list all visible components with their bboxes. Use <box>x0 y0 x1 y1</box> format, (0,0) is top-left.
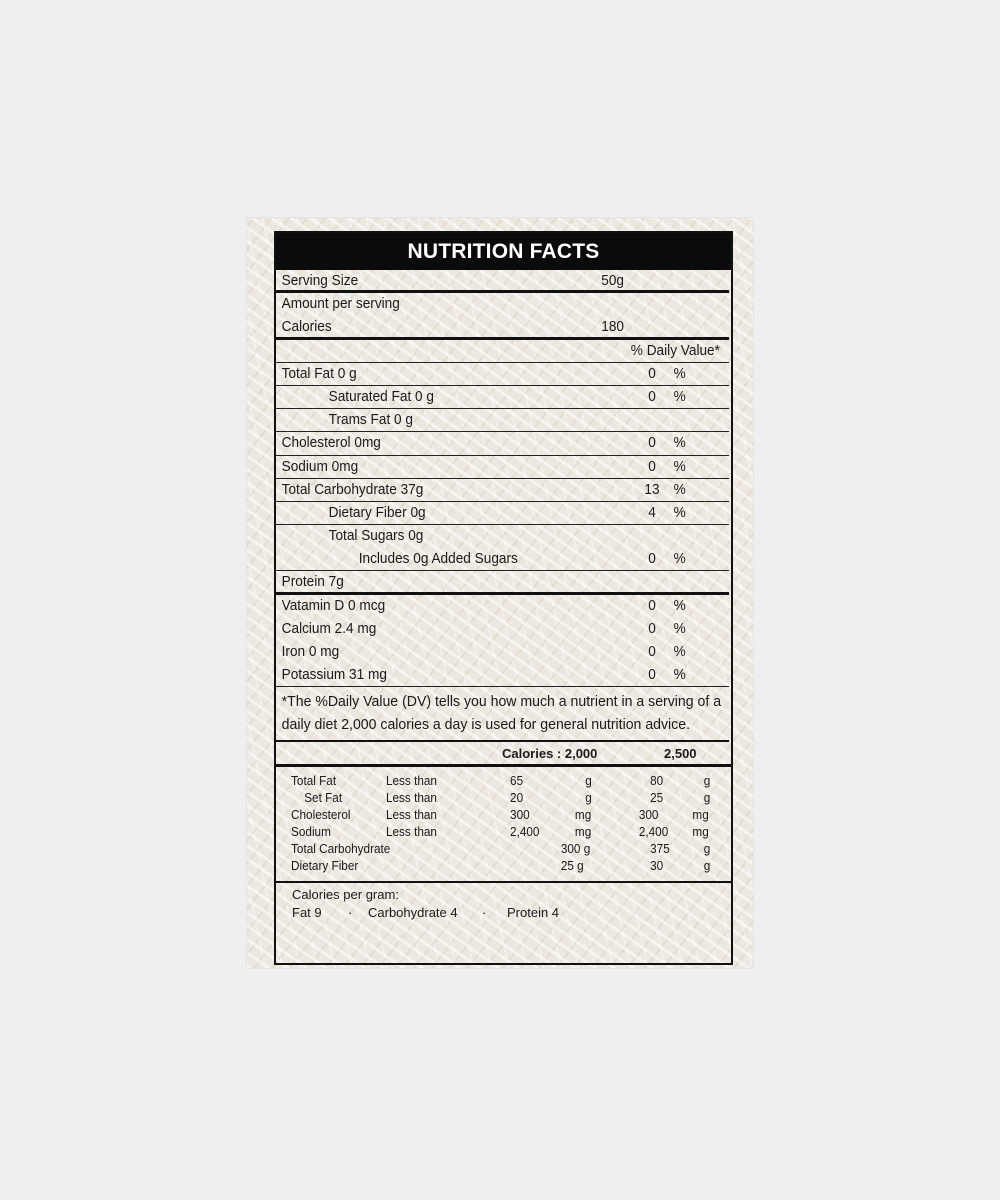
calorie-columns-header <box>276 742 731 767</box>
dv-value-2500: 25 <box>650 791 664 806</box>
calories-2500-heading: 2,500 <box>664 746 697 762</box>
vitamin-row <box>276 618 729 641</box>
dv-value-2500: 2,400 <box>638 825 669 840</box>
nutrient-percent: 4 <box>648 504 656 521</box>
dv-unit-2500: mg <box>692 825 709 840</box>
nutrient-row <box>276 432 729 455</box>
nutrient-percent: 0 <box>648 551 656 568</box>
dv-nutrient: Set Fat <box>304 791 343 806</box>
calories-label: Calories <box>281 319 332 336</box>
vitamin-row <box>276 664 729 687</box>
daily-value-footnote: *The %Daily Value (DV) tells you how much a nutrient in a serving of a daily diet 2,000 calories a day is used for general nutrition advice. <box>276 687 729 742</box>
calories-2000-heading: Calories : 2,000 <box>502 746 598 762</box>
nutrient-percent-sign: % <box>673 435 686 452</box>
vitamin-label: Vatamin D 0 mcg <box>281 597 386 614</box>
nutrient-row <box>276 363 729 386</box>
nutrient-row <box>276 571 729 594</box>
table-row <box>276 858 711 875</box>
nutrient-percent: 0 <box>648 365 656 382</box>
nutrient-label: Sodium 0mg <box>281 458 359 475</box>
nutrient-label: Total Sugars 0g <box>328 528 424 545</box>
dv-value-2500: 375 <box>650 842 670 857</box>
dv-value-2500: 30 <box>650 859 664 874</box>
fat-per-gram: Fat 9 <box>292 905 322 921</box>
dv-nutrient: Total Fat <box>291 774 337 789</box>
dv-unit-2500: g <box>703 774 711 789</box>
daily-value-header: % Daily Value* <box>630 342 720 359</box>
vitamin-percent: 0 <box>648 667 656 684</box>
dv-unit-2500: g <box>703 791 711 806</box>
nutrient-label: Saturated Fat 0 g <box>328 388 434 405</box>
nutrient-row <box>276 456 729 479</box>
amount-per-serving-label: Amount per serving <box>281 296 400 313</box>
nutrient-percent: 0 <box>648 435 656 452</box>
nutrient-label: Dietary Fiber 0g <box>328 504 426 521</box>
vitamin-percent-sign: % <box>673 644 686 660</box>
vitamin-row <box>276 641 729 664</box>
nutrient-row <box>276 479 729 502</box>
serving-size-value: 50g <box>601 273 624 289</box>
dv-value-2500: 80 <box>650 774 664 789</box>
dv-unit-2500: g <box>703 842 711 857</box>
table-row <box>276 773 711 790</box>
nutrient-percent-sign: % <box>673 481 686 498</box>
serving-size-row <box>276 270 729 293</box>
separator-dot: · <box>348 905 353 921</box>
nutrition-facts-panel <box>274 231 733 965</box>
vitamin-label: Calcium 2.4 mg <box>281 620 377 637</box>
dv-unit-2000: g <box>585 791 592 806</box>
carbohydrate-per-gram: Carbohydrate 4 <box>368 905 458 921</box>
calories-per-gram <box>276 883 731 941</box>
dv-nutrient: Cholesterol <box>291 808 351 823</box>
dv-value-2500: 300 <box>638 808 659 823</box>
dv-nutrient: Sodium <box>291 825 331 840</box>
nutrient-row <box>276 386 729 409</box>
table-row <box>276 841 711 858</box>
nutrient-label: Total Carbohydrate 37g <box>281 481 424 498</box>
nutrient-percent: 13 <box>644 481 660 498</box>
dv-value-2000: 300 g <box>560 842 591 857</box>
separator-dot: · <box>482 905 487 921</box>
vitamin-percent: 0 <box>648 597 656 614</box>
nutrient-row <box>276 409 729 432</box>
nutrient-row <box>276 502 729 525</box>
amount-per-serving-row <box>276 293 729 316</box>
dv-unit-2500: mg <box>692 808 709 823</box>
dv-nutrient: Total Carbohydrate <box>291 842 391 857</box>
nutrient-label: Total Fat 0 g <box>281 365 357 382</box>
dv-qualifier: Less than <box>385 791 437 806</box>
panel-title: NUTRITION FACTS <box>276 233 731 270</box>
dv-unit-2000: mg <box>574 825 592 840</box>
dv-qualifier: Less than <box>385 808 437 823</box>
dv-value-2000: 25 g <box>560 859 584 874</box>
dv-nutrient: Dietary Fiber <box>291 859 359 874</box>
nutrition-label-card <box>247 218 753 968</box>
vitamin-label: Potassium 31 mg <box>281 667 387 684</box>
nutrient-percent: 0 <box>648 458 656 475</box>
nutrient-label: Protein 7g <box>281 574 344 591</box>
dv-unit-2000: mg <box>574 808 592 823</box>
vitamin-percent-sign: % <box>673 667 686 684</box>
calories-per-gram-title: Calories per gram: <box>292 887 399 903</box>
dv-qualifier: Less than <box>385 774 437 789</box>
dv-unit-2000: g <box>585 774 592 789</box>
table-row <box>276 790 711 807</box>
nutrient-percent-sign: % <box>673 388 686 405</box>
dv-value-2000: 2,400 <box>510 825 540 840</box>
table-row <box>276 807 709 824</box>
nutrient-label: Includes 0g Added Sugars <box>358 551 518 568</box>
nutrient-percent-sign: % <box>673 551 686 568</box>
nutrient-row <box>276 525 729 548</box>
protein-per-gram: Protein 4 <box>507 905 560 921</box>
dv-value-2000: 20 <box>510 791 524 806</box>
nutrient-label: Cholesterol 0mg <box>281 435 381 452</box>
daily-value-header-row <box>276 340 729 363</box>
daily-values-table <box>276 767 731 883</box>
calories-value: 180 <box>601 319 624 336</box>
nutrient-label: Trams Fat 0 g <box>328 412 413 429</box>
vitamin-percent-sign: % <box>673 597 686 614</box>
vitamin-label: Iron 0 mg <box>281 644 340 660</box>
dv-unit-2500: g <box>703 859 711 874</box>
vitamin-percent-sign: % <box>673 620 686 637</box>
vitamin-row <box>276 595 729 618</box>
serving-size-label: Serving Size <box>281 273 359 289</box>
vitamin-percent: 0 <box>648 644 656 660</box>
nutrient-percent-sign: % <box>673 504 686 521</box>
nutrient-percent: 0 <box>648 388 656 405</box>
nutrient-percent-sign: % <box>673 458 686 475</box>
dv-qualifier: Less than <box>385 825 437 840</box>
vitamin-percent: 0 <box>648 620 656 637</box>
dv-value-2000: 300 <box>510 808 530 823</box>
nutrient-row <box>276 548 729 571</box>
dv-value-2000: 65 <box>510 774 524 789</box>
nutrient-percent-sign: % <box>673 365 686 382</box>
table-row <box>276 824 709 841</box>
calories-row <box>276 316 729 339</box>
